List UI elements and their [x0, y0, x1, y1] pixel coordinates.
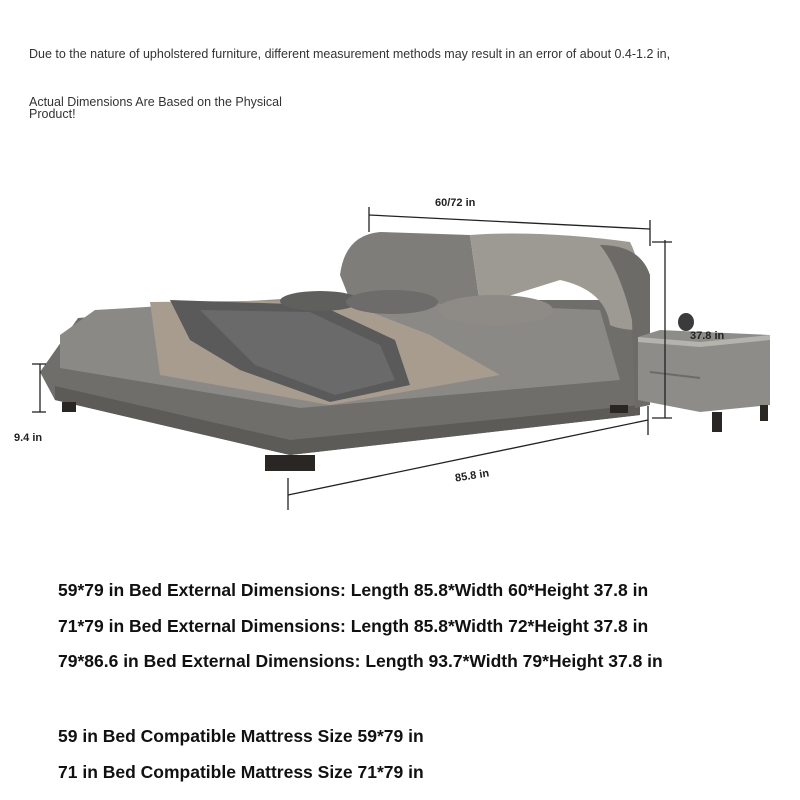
bed-leg	[62, 402, 76, 412]
width-dimension-label: 60/72 in	[435, 197, 476, 209]
pillow	[346, 290, 438, 314]
leg-height-dimension-label: 9.4 in	[14, 432, 43, 444]
spec-line: 59*79 in Bed External Dimensions: Length 85.8*Width 60*Height 37.8 in	[58, 580, 649, 600]
spec-line: 71*79 in Bed External Dimensions: Length 85.8*Width 72*Height 37.8 in	[58, 616, 649, 636]
measurement-note: Due to the nature of upholstered furniture, different measurement methods may result in an error of about 0.4-1.2 in,	[29, 47, 671, 61]
spec-line: 79*86.6 in Bed External Dimensions: Length 93.7*Width 79*Height 37.8 in	[58, 651, 663, 671]
pillow	[437, 295, 553, 325]
bed-leg	[610, 405, 628, 413]
bed-leg	[265, 455, 315, 471]
actual-dimensions-note: Actual Dimensions Are Based on the Physical Product!	[29, 95, 282, 121]
bed-dimension-figure	[0, 150, 800, 550]
bed-illustration	[0, 150, 800, 550]
mattress-spec-line: 59 in Bed Compatible Mattress Size 59*79 in	[58, 726, 424, 746]
mattress-spec-line: 71 in Bed Compatible Mattress Size 71*79 in	[58, 762, 424, 782]
length-dimension-label: 85.8 in	[454, 467, 490, 485]
height-dimension-label: 37.8 in	[690, 330, 725, 342]
